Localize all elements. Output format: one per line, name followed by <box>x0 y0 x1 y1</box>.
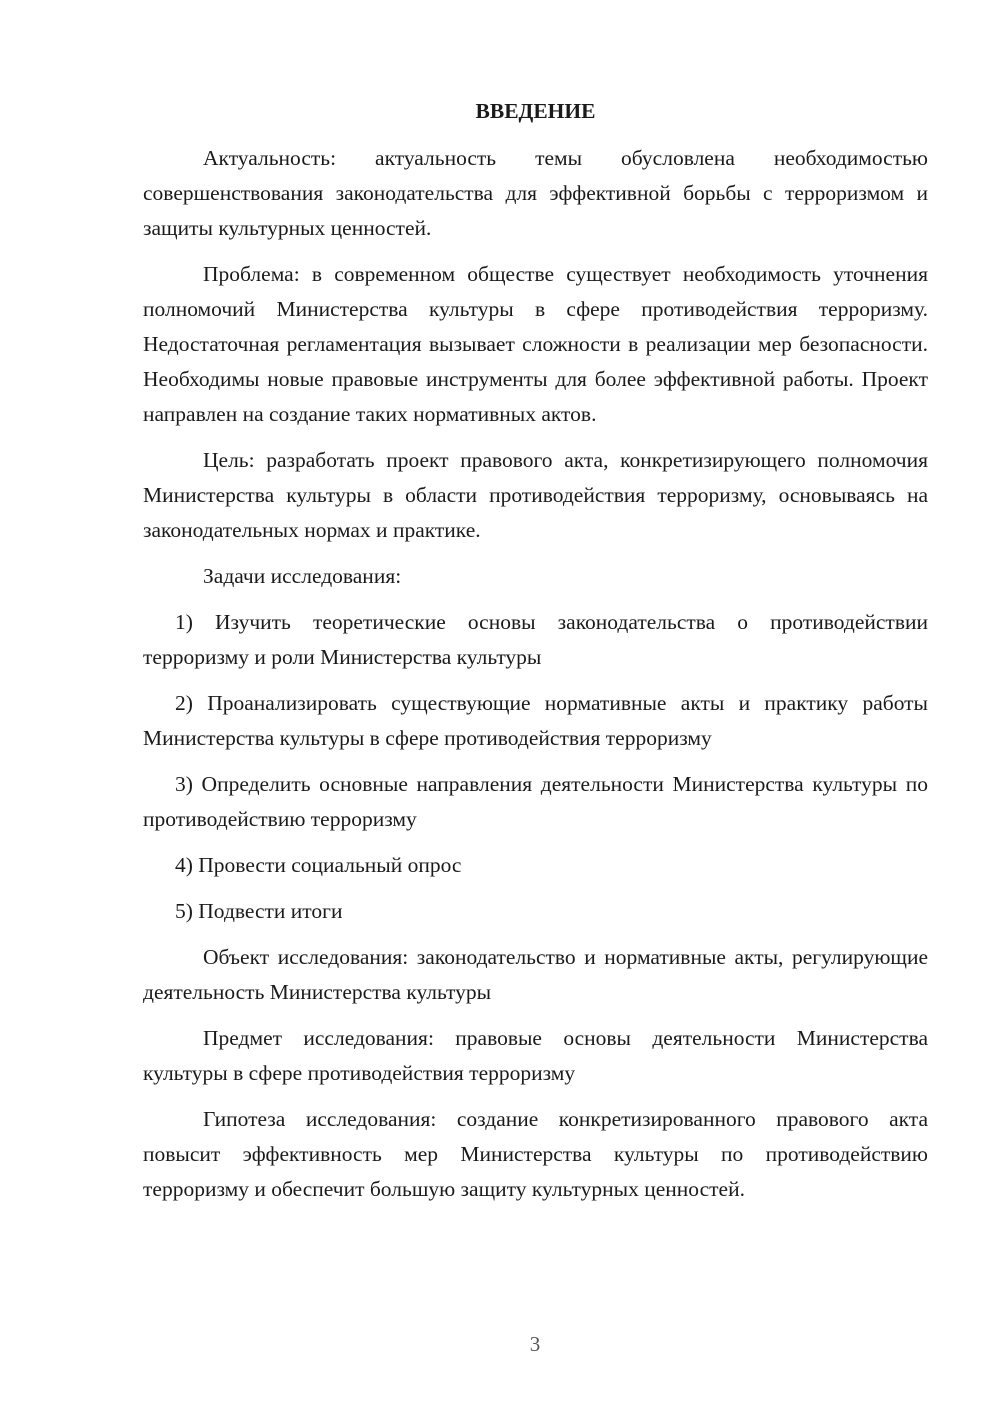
task-item: 5) Подвести итоги <box>175 899 343 923</box>
task-item: 2) Проанализировать существующие нормативные акты и практику работы Министерства культуры в сфере противодействия терроризму <box>143 691 928 750</box>
problem-paragraph: Проблема: в современном обществе существует необходимость уточнения полномочий Министерства культуры в сфере противодействия терроризму. Недостаточная регламентация вызывает сложности в реализации мер безопасности. Необходимы новые правовые инструменты для более эффективной работы. Проект направлен на создание таких нормативных актов. <box>143 262 928 426</box>
tasks-list <box>143 605 928 929</box>
page-title: ВВЕДЕНИЕ <box>475 99 596 123</box>
page-content <box>143 94 928 1218</box>
page-number: 3 <box>529 1332 541 1356</box>
subject-paragraph: Предмет исследования: правовые основы деятельности Министерства культуры в сфере противодействия терроризму <box>143 1026 928 1085</box>
goal-paragraph: Цель: разработать проект правового акта, конкретизирующего полномочия Министерства культуры в области противодействия терроризму, основываясь на законодательных нормах и практике. <box>143 448 928 542</box>
task-item: 3) Определить основные направления деятельности Министерства культуры по противодействию терроризму <box>143 772 928 831</box>
object-paragraph: Объект исследования: законодательство и нормативные акты, регулирующие деятельность Министерства культуры <box>143 945 928 1004</box>
hypothesis-paragraph: Гипотеза исследования: создание конкретизированного правового акта повысит эффективность мер Министерства культуры по противодействию терроризму и обеспечит большую защиту культурных ценностей. <box>143 1107 928 1201</box>
task-item: 4) Провести социальный опрос <box>175 853 462 877</box>
tasks-heading: Задачи исследования: <box>203 564 402 588</box>
task-item: 1) Изучить теоретические основы законодательства о противодействии терроризму и роли Министерства культуры <box>143 610 928 669</box>
relevance-paragraph: Актуальность: актуальность темы обусловлена необходимостью совершенствования законодательства для эффективной борьбы с терроризмом и защиты культурных ценностей. <box>143 146 928 240</box>
